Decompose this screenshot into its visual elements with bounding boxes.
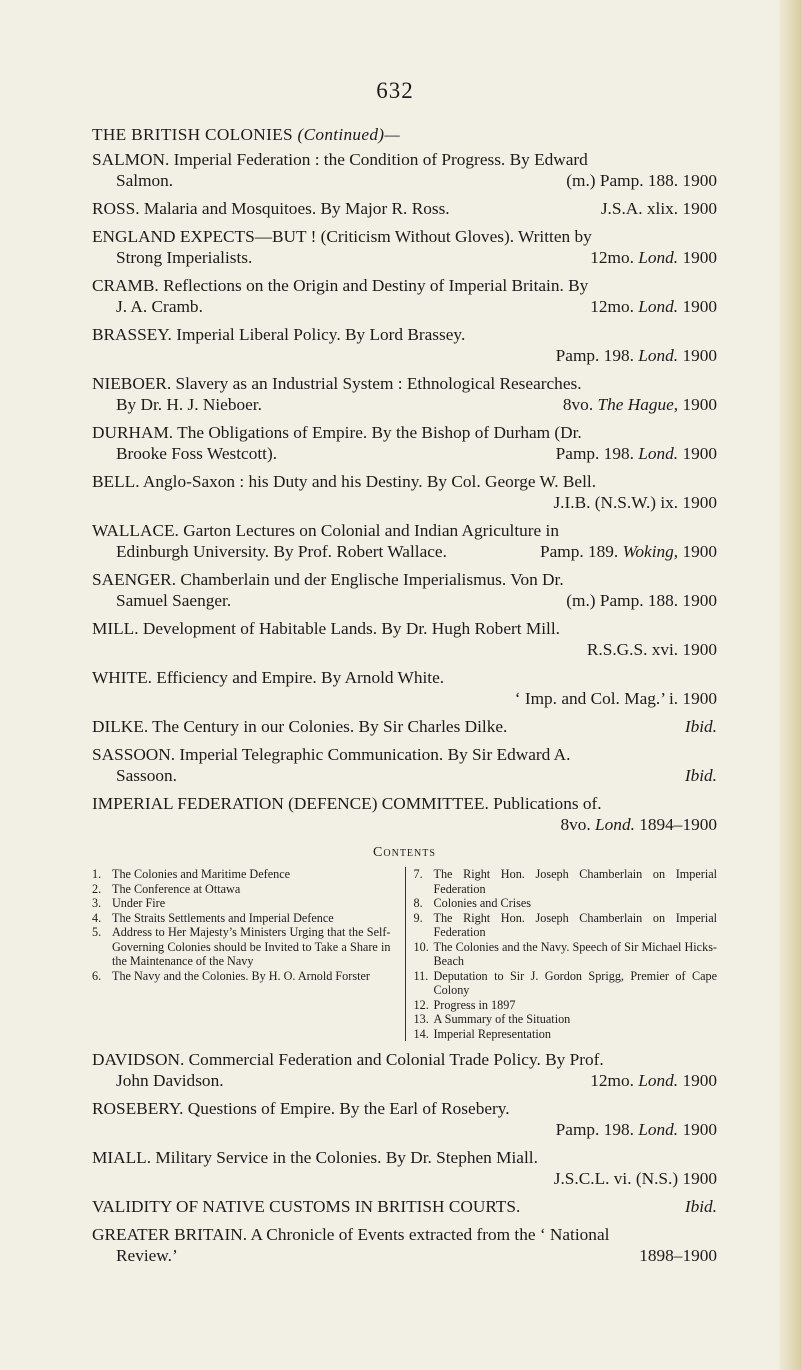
contents-item-title: The Conference at Ottawa	[112, 881, 241, 896]
page-content	[92, 124, 717, 1273]
entry-text: ENGLAND EXPECTS—BUT ! (Criticism Without Gloves). Written by	[92, 227, 592, 246]
entry-line	[92, 247, 717, 268]
entry-text: CRAMB. Reflections on the Origin and Destiny of Imperial Britain. By	[92, 276, 589, 295]
entry-text-continued: Edinburgh University. By Prof. Robert Wallace.	[116, 542, 447, 561]
entry-publication	[553, 492, 717, 513]
contents-item	[414, 1027, 718, 1042]
entry-year: 1900	[682, 542, 717, 561]
entry-text-continued: Brooke Foss Westcott).	[116, 444, 278, 463]
entry-line	[92, 814, 717, 835]
entry-publication	[556, 345, 717, 366]
entry-line	[92, 716, 717, 737]
entry-publication	[590, 247, 717, 268]
entry-place: Lond.	[638, 1071, 679, 1090]
entry-place: Lond.	[638, 444, 679, 463]
entry-text: BELL. Anglo-Saxon : his Duty and his Destiny. By Col. George W. Bell.	[92, 472, 597, 491]
entry-list-a	[92, 149, 717, 835]
entry-format: J.I.B. (N.S.W.) ix. 1900	[553, 493, 717, 512]
contents-item-number: 3.	[92, 896, 102, 910]
contents-item-title: Progress in 1897	[433, 997, 516, 1012]
entry-place: The Hague,	[597, 395, 679, 414]
contents-item	[92, 867, 391, 882]
contents-item	[414, 911, 718, 940]
bibliography-entry	[92, 198, 717, 219]
entry-year: 1900	[682, 444, 717, 463]
contents-item-number: 1.	[92, 867, 102, 881]
contents-item-title: Deputation to Sir J. Gordon Sprigg, Premier of Cape Colony	[433, 968, 717, 997]
bibliography-entry	[92, 1147, 717, 1189]
entry-text: WALLACE. Garton Lectures on Colonial and Indian Agriculture in	[92, 521, 559, 540]
entry-text-continued: Review.’	[116, 1246, 178, 1265]
entry-place: Ibid.	[684, 766, 717, 785]
entry-text-continued: Samuel Saenger.	[116, 591, 232, 610]
entry-text: NIEBOER. Slavery as an Industrial System : Ethnological Researches.	[92, 374, 582, 393]
contents-item-title: The Right Hon. Joseph Chamberlain on Imperial Federation	[433, 910, 717, 939]
entry-format: Pamp. 198.	[555, 346, 634, 365]
contents-item-title: The Colonies and Maritime Defence	[112, 867, 291, 881]
entry-place: Woking,	[622, 542, 679, 561]
entry-year: 1900	[682, 346, 717, 365]
entry-text-continued: J. A. Cramb.	[116, 297, 203, 316]
entry-line	[92, 198, 717, 219]
contents-item	[92, 896, 391, 911]
contents-item-number: 6.	[92, 968, 102, 983]
contents-right-column	[405, 867, 718, 1041]
contents-item-number: 11.	[413, 968, 429, 983]
contents-item	[92, 882, 391, 897]
contents-item-title: Address to Her Majesty’s Ministers Urging that the Self-Governing Colonies should be Invited to Take a Share in the Maintenance of the Navy	[112, 925, 391, 968]
contents-item	[92, 911, 391, 926]
bibliography-entry	[92, 716, 717, 737]
contents-title: Contents	[373, 845, 436, 860]
entry-line	[92, 345, 717, 366]
entry-text: ROSEBERY. Questions of Empire. By the Earl of Rosebery.	[92, 1099, 510, 1118]
entry-text: MILL. Development of Habitable Lands. By Dr. Hugh Robert Mill.	[92, 619, 560, 638]
bibliography-entry	[92, 275, 717, 317]
contents-item-title: The Navy and the Colonies. By H. O. Arnold Forster	[112, 968, 370, 983]
contents-item-title: Under Fire	[112, 896, 166, 910]
entry-year: 1900	[682, 248, 717, 267]
entry-format: Pamp. 189.	[540, 542, 619, 561]
bibliography-entry	[92, 471, 717, 513]
bibliography-entry	[92, 1196, 717, 1217]
entry-publication	[515, 688, 717, 709]
contents-item-number: 12.	[413, 997, 429, 1012]
bibliography-entry	[92, 373, 717, 415]
entry-line	[92, 765, 717, 786]
entry-year: 1900	[682, 395, 717, 414]
entry-text: SAENGER. Chamberlain und der Englische Imperialismus. Von Dr.	[92, 570, 564, 589]
entry-line	[92, 296, 717, 317]
contents-table	[92, 867, 717, 1041]
entry-line	[92, 443, 717, 464]
entry-text: MIALL. Military Service in the Colonies. By Dr. Stephen Miall.	[92, 1148, 538, 1167]
entry-line	[92, 1119, 717, 1140]
entry-text: GREATER BRITAIN. A Chronicle of Events extracted from the ‘ National	[92, 1225, 610, 1244]
entry-line	[92, 590, 717, 611]
entry-line	[92, 1168, 717, 1189]
bibliography-entry	[92, 744, 717, 786]
contents-item-title: The Colonies and the Navy. Speech of Sir Michael Hicks-Beach	[433, 939, 717, 968]
page-number: 632	[376, 78, 414, 103]
contents-item-title: Imperial Representation	[433, 1026, 551, 1041]
contents-item-title: A Summary of the Situation	[433, 1012, 571, 1026]
entry-text: DAVIDSON. Commercial Federation and Colonial Trade Policy. By Prof.	[92, 1050, 604, 1069]
entry-text-continued: Sassoon.	[116, 766, 177, 785]
bibliography-entry	[92, 422, 717, 464]
bibliography-entry	[92, 1049, 717, 1091]
contents-item	[414, 969, 718, 998]
entry-format: R.S.G.S. xvi. 1900	[586, 640, 717, 659]
page-edge	[779, 0, 801, 1370]
bibliography-entry	[92, 618, 717, 660]
section-heading	[92, 124, 717, 145]
heading-continued: (Continued)—	[297, 125, 400, 144]
entry-text-continued: Salmon.	[116, 171, 174, 190]
entry-format: Pamp. 198.	[555, 444, 634, 463]
contents-item-number: 2.	[92, 881, 102, 896]
contents-item-number: 5.	[92, 925, 102, 939]
entry-publication	[560, 814, 717, 835]
entry-format: ‘ Imp. and Col. Mag.’ i. 1900	[514, 689, 717, 708]
contents-item-title: The Right Hon. Joseph Chamberlain on Imperial Federation	[433, 867, 717, 896]
bibliography-entry	[92, 520, 717, 562]
entry-ibid: Ibid.	[684, 1197, 717, 1216]
entry-line	[92, 170, 717, 191]
contents-item-number: 14.	[413, 1026, 429, 1041]
entry-text-continued: By Dr. H. J. Nieboer.	[116, 395, 262, 414]
bibliography-entry	[92, 324, 717, 366]
entry-format: (m.) Pamp. 188. 1900	[566, 591, 717, 610]
entry-publication	[556, 1119, 717, 1140]
entry-place: Lond.	[638, 248, 679, 267]
entry-text: DURHAM. The Obligations of Empire. By the Bishop of Durham (Dr.	[92, 423, 582, 442]
entry-text-continued: Strong Imperialists.	[116, 248, 253, 267]
entry-format: 8vo.	[562, 395, 594, 414]
entry-citation: J.S.A. xlix. 1900	[600, 199, 717, 218]
entry-publication	[685, 765, 717, 786]
entry-text: IMPERIAL FEDERATION (DEFENCE) COMMITTEE. Publications of.	[92, 794, 602, 813]
contents-item-number: 13.	[413, 1012, 429, 1026]
entry-line	[92, 541, 717, 562]
bibliography-entry	[92, 793, 717, 835]
contents-item	[414, 1012, 718, 1027]
entry-format: 12mo.	[590, 248, 634, 267]
entry-format: Pamp. 198.	[555, 1120, 634, 1139]
entry-line	[92, 394, 717, 415]
heading-main: THE BRITISH COLONIES	[92, 125, 293, 144]
entry-text: SASSOON. Imperial Telegraphic Communication. By Sir Edward A.	[92, 745, 571, 764]
entry-year: 1894–1900	[639, 815, 717, 834]
entry-publication	[587, 639, 717, 660]
entry-publication	[590, 296, 717, 317]
entry-format: 8vo.	[560, 815, 591, 834]
entry-format: 1898–1900	[639, 1246, 717, 1265]
entry-place: Lond.	[638, 346, 679, 365]
contents-item-title: Colonies and Crises	[433, 896, 531, 910]
contents-item	[414, 940, 718, 969]
entry-format: 12mo.	[590, 297, 634, 316]
contents-item-number: 10.	[413, 939, 429, 954]
entry-format: (m.) Pamp. 188. 1900	[566, 171, 717, 190]
contents-item-number: 7.	[413, 867, 423, 881]
contents-item	[414, 998, 718, 1013]
entry-publication	[554, 1168, 717, 1189]
contents-item-number: 8.	[413, 896, 423, 910]
contents-item-title: The Straits Settlements and Imperial Defence	[112, 910, 334, 925]
bibliography-entry	[92, 226, 717, 268]
bibliography-entry	[92, 667, 717, 709]
entry-publication	[639, 1245, 717, 1266]
entry-place: Lond.	[638, 1120, 679, 1139]
entry-text-continued: John Davidson.	[116, 1071, 224, 1090]
entry-publication	[540, 541, 717, 562]
entry-line	[92, 639, 717, 660]
entry-text: VALIDITY OF NATIVE CUSTOMS IN BRITISH COURTS.	[92, 1197, 521, 1216]
contents-item-number: 9.	[413, 910, 423, 925]
entry-year: 1900	[682, 297, 717, 316]
entry-publication	[590, 1070, 717, 1091]
contents-item	[414, 867, 718, 896]
entry-year: 1900	[682, 1071, 717, 1090]
entry-publication	[563, 394, 717, 415]
bibliography-entry	[92, 1098, 717, 1140]
entry-text: SALMON. Imperial Federation : the Condition of Progress. By Edward	[92, 150, 588, 169]
bibliography-entry	[92, 149, 717, 191]
entry-text: ROSS. Malaria and Mosquitoes. By Major R. Ross.	[92, 199, 450, 218]
contents-item	[92, 925, 391, 969]
entry-publication	[556, 443, 717, 464]
entry-text: DILKE. The Century in our Colonies. By Sir Charles Dilke.	[92, 717, 508, 736]
entry-line	[92, 492, 717, 513]
contents-item-number: 4.	[92, 910, 102, 925]
entry-line	[92, 1196, 717, 1217]
entry-year: 1900	[682, 1120, 717, 1139]
bibliography-entry	[92, 1224, 717, 1266]
contents-left-column	[92, 867, 405, 1041]
bibliography-entry	[92, 569, 717, 611]
entry-line	[92, 1070, 717, 1091]
entry-place: Lond.	[638, 297, 679, 316]
entry-list-b	[92, 1049, 717, 1266]
entry-text: BRASSEY. Imperial Liberal Policy. By Lord Brassey.	[92, 325, 466, 344]
entry-format: J.S.C.L. vi. (N.S.) 1900	[553, 1169, 717, 1188]
entry-format: 12mo.	[590, 1071, 634, 1090]
entry-ibid: Ibid.	[684, 717, 717, 736]
entry-publication	[566, 170, 717, 191]
entry-publication	[566, 590, 717, 611]
entry-line	[92, 688, 717, 709]
entry-line	[92, 1245, 717, 1266]
contents-item	[414, 896, 718, 911]
entry-text: WHITE. Efficiency and Empire. By Arnold White.	[92, 668, 445, 687]
contents-item	[92, 969, 391, 984]
entry-place: Lond.	[595, 815, 635, 834]
